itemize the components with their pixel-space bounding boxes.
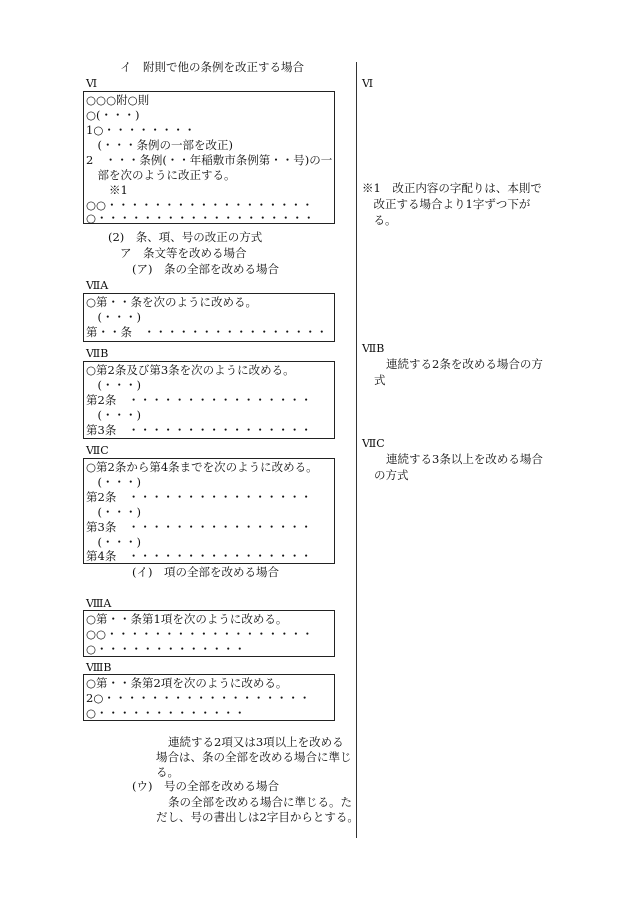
viib-desc-line: 連続する2条を改める場合の方 [386,357,543,371]
box-line: ○・・・・・・・・・・・・・・・・・・・ [86,211,315,225]
note-multi-line: る。 [156,765,179,779]
box-line: 第3条 ・・・・・・・・・・・・・・・・ [86,520,312,534]
box-line: (・・・) [86,310,141,324]
label-viiia: ⅧA [86,597,112,610]
box-line: ○第2条から第4条までを次のように改める。 [86,460,318,474]
note-multi-line: 場合は、条の全部を改める場合に準じ [156,750,352,764]
note-go-line: だし、号の書出しは2字目からとする。 [156,810,359,824]
box-viib [83,361,335,439]
note1-line: 改正する場合より1字ずつ下が [362,197,531,211]
box-viiib [83,674,335,721]
box-line: (・・・) [86,475,141,489]
box-line: 第2条 ・・・・・・・・・・・・・・・・ [86,490,312,504]
box-line: 第・・条 ・・・・・・・・・・・・・・・・ [86,325,328,339]
viib-desc-line: 式 [374,373,386,387]
box-line: (・・・) [86,535,141,549]
box-line: 第4条 ・・・・・・・・・・・・・・・・ [86,549,312,563]
heading-a1: (ア) 条の全部を改める場合 [132,262,279,276]
box-line: 2○・・・・・・・・・・・・・・・・・・ [86,691,311,705]
heading-i2: (イ) 項の全部を改める場合 [132,565,279,579]
right-label-vi: Ⅵ [362,77,374,90]
box-line: 2 ・・・条例(・・年稲敷市条例第・・号)の一 [86,153,333,167]
box-line: ○(・・・) [86,108,140,122]
box-line: (・・・) [86,505,141,519]
box-line: ○第・・条第2項を次のように改める。 [86,676,288,690]
box-line: ○第2条及び第3条を次のように改める。 [86,363,295,377]
box-line: 部を次のように改正する。 [86,168,236,182]
heading-a: ア 条文等を改める場合 [120,246,247,260]
heading-i: イ 附則で他の条例を改正する場合 [120,60,304,74]
box-line: ○○・・・・・・・・・・・・・・・・・・ [86,627,314,641]
label-viib: ⅦB [86,347,109,360]
box-line: (・・・条例の一部を改正) [86,138,233,152]
box-line: (・・・) [86,408,141,422]
heading-u: (ウ) 号の全部を改める場合 [132,779,279,793]
label-viic: ⅦC [86,444,109,457]
box-line: ○・・・・・・・・・・・・・ [86,642,246,656]
box-viic [83,458,335,564]
label-vi: Ⅵ [86,77,98,90]
note-go-line: 条の全部を改める場合に準じる。た [168,795,352,809]
note1-line: ※1 改正内容の字配りは、本則で [362,181,542,195]
box-line: ○第・・条を次のように改める。 [86,295,258,309]
box-line: 1○・・・・・・・・ [86,123,196,137]
column-divider [356,62,357,838]
box-line: ○○○附○則 [86,93,150,107]
box-line: ○第・・条第1項を次のように改める。 [86,612,288,626]
box-vi [83,91,335,224]
note1-line: る。 [362,213,397,227]
note-multi-line: 連続する2項又は3項以上を改める [168,735,344,749]
box-line: (・・・) [86,378,141,392]
heading-2: (2) 条、項、号の改正の方式 [108,230,263,244]
right-label-viib: ⅦB [362,342,385,355]
box-line: ○・・・・・・・・・・・・・ [86,706,246,720]
box-line: ○○・・・・・・・・・・・・・・・・・・ [86,198,314,212]
box-viia [83,293,335,342]
box-line: 第2条 ・・・・・・・・・・・・・・・・ [86,393,312,407]
box-line: ※1 [86,183,128,197]
label-viiib: ⅧB [86,661,112,674]
box-line: 第3条 ・・・・・・・・・・・・・・・・ [86,423,312,437]
viic-desc-line: 連続する3条以上を改める場合 [386,452,543,466]
box-viiia [83,610,335,657]
right-label-viic: ⅦC [362,437,385,450]
label-viia: ⅦA [86,279,109,292]
viic-desc-line: の方式 [374,468,409,482]
